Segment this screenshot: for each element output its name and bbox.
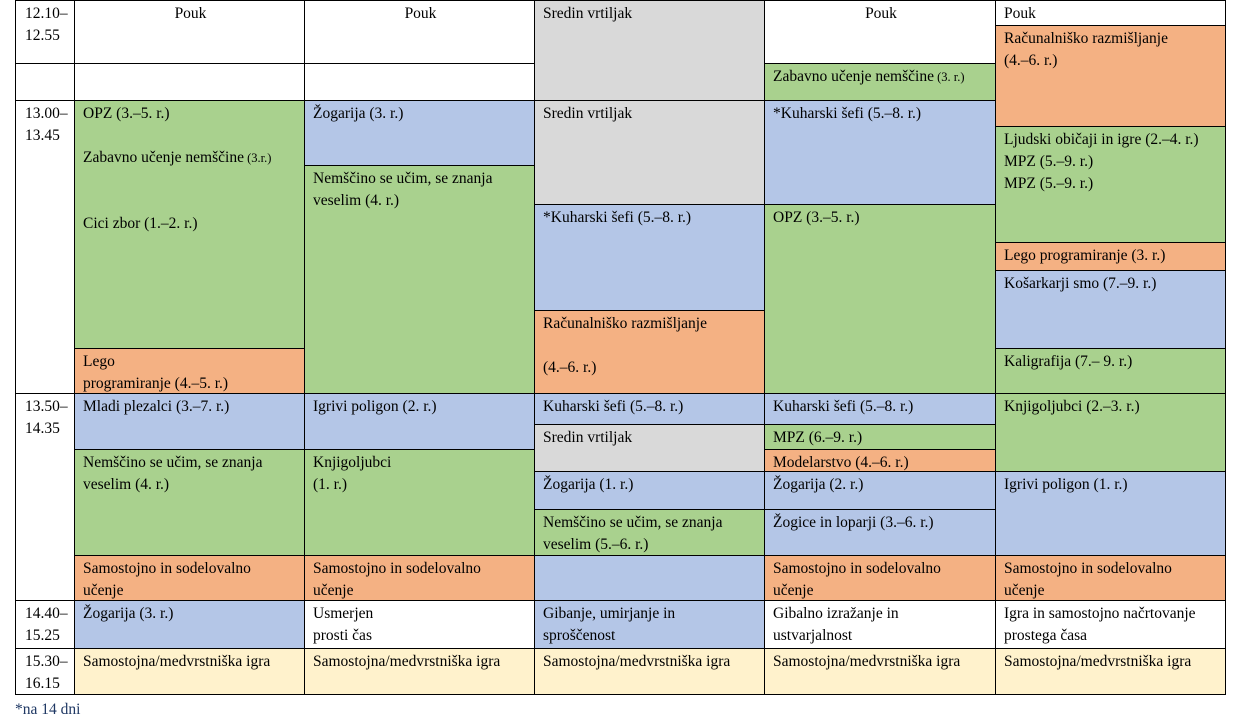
cell-text: MPZ (6.–9. r.) xyxy=(773,429,863,446)
cell-text: Pouk xyxy=(174,5,207,22)
cell-text: Samostojna/medvrstniška igra xyxy=(83,653,271,670)
cell-text: Zabavno učenje nemščine xyxy=(773,68,934,85)
cell-text: *Kuharski šefi (5.–8. r.) xyxy=(773,105,922,122)
cell-text: Pouk xyxy=(865,5,897,22)
activity-cell xyxy=(15,63,75,101)
activity-cell xyxy=(995,25,1226,127)
activity-cell xyxy=(995,555,1226,601)
activity-cell xyxy=(764,509,996,556)
activity-cell xyxy=(995,348,1226,394)
cell-text: Žogarija (3. r.) xyxy=(83,605,174,622)
time-slot-cell xyxy=(15,600,75,649)
activity-cell xyxy=(995,0,1226,26)
activity-cell xyxy=(764,449,996,472)
activity-cell xyxy=(764,471,996,510)
grade-suffix: (3. r.) xyxy=(933,70,965,84)
cell-text: OPZ (3.–5. r.) Zabavno učenje nemščine (3.r.) Cici zbor (1.–2. r.) xyxy=(83,105,272,232)
activity-cell xyxy=(764,100,996,205)
cell-text: Lego programiranje (3. r.) xyxy=(1004,247,1166,264)
activity-cell xyxy=(534,648,765,695)
activity-cell xyxy=(995,393,1226,472)
activity-cell xyxy=(764,555,996,601)
activity-cell xyxy=(534,600,765,649)
cell-text: Sredin vrtiljak xyxy=(543,105,633,122)
cell-text: Mladi plezalci (3.–7. r.) xyxy=(83,398,230,415)
activity-cell xyxy=(534,555,765,601)
activity-cell xyxy=(74,449,305,556)
activity-cell xyxy=(995,126,1226,243)
activity-cell xyxy=(304,449,535,556)
cell-text: Samostojno in sodelovalno učenje xyxy=(1004,560,1172,599)
cell-text: Samostojna/medvrstniška igra xyxy=(773,653,961,670)
cell-text: 12.10– 12.55 xyxy=(25,5,68,44)
cell-text: Kuharski šefi (5.–8. r.) xyxy=(773,398,914,415)
cell-text: Samostojna/medvrstniška igra xyxy=(313,653,501,670)
cell-text: 14.40– 15.25 xyxy=(25,605,68,644)
activity-cell xyxy=(764,63,996,101)
cell-text: Modelarstvo (4.–6. r.) xyxy=(773,454,909,471)
activity-cell xyxy=(764,648,996,695)
activity-cell xyxy=(304,648,535,695)
time-slot-cell xyxy=(15,100,75,394)
cell-text: 15.30– 16.15 xyxy=(25,653,68,692)
cell-text: Igrivi poligon (2. r.) xyxy=(313,398,437,415)
activity-cell xyxy=(74,600,305,649)
cell-text: Lego programiranje (4.–5. r.) xyxy=(83,353,229,392)
activity-cell xyxy=(534,100,765,205)
activity-cell xyxy=(764,424,996,450)
cell-text: Igra in samostojno načrtovanje prostega časa xyxy=(1004,605,1196,644)
time-slot-cell xyxy=(15,648,75,695)
time-slot-cell xyxy=(15,393,75,601)
activity-cell xyxy=(74,0,305,64)
cell-text: OPZ (3.–5. r.) xyxy=(773,209,860,226)
activity-cell xyxy=(304,555,535,601)
footnote: *na 14 dni xyxy=(15,701,81,718)
cell-text: Usmerjen prosti čas xyxy=(313,605,374,644)
activity-cell xyxy=(534,424,765,472)
cell-text: Pouk xyxy=(1004,5,1036,22)
cell-text: Samostojno in sodelovalno učenje xyxy=(313,560,481,599)
activity-cell xyxy=(304,393,535,450)
activity-cell xyxy=(534,310,765,394)
activity-cell xyxy=(995,471,1226,556)
activity-cell xyxy=(74,648,305,695)
cell-text: 13.00– 13.45 xyxy=(25,105,68,144)
cell-text: Samostojna/medvrstniška igra xyxy=(543,653,731,670)
activity-cell xyxy=(534,509,765,556)
activity-cell xyxy=(74,63,305,101)
activity-cell xyxy=(534,393,765,425)
activity-cell xyxy=(534,471,765,510)
cell-text: Računalniško razmišljanje (4.–6. r.) xyxy=(543,315,707,376)
activity-cell xyxy=(764,204,996,394)
cell-text: *Kuharski šefi (5.–8. r.) xyxy=(543,209,692,226)
cell-text: Sredin vrtiljak xyxy=(543,429,633,446)
cell-text: Pouk xyxy=(404,5,437,22)
activity-cell xyxy=(995,600,1226,649)
activity-cell xyxy=(764,0,996,64)
cell-text: Žogarija (2. r.) xyxy=(773,476,864,493)
cell-text: Nemščino se učim, se znanja veselim (5.–6. r.) xyxy=(543,514,723,553)
cell-text: Žogarija (3. r.) xyxy=(313,105,404,122)
activity-cell xyxy=(534,0,765,101)
cell-text: 13.50– 14.35 xyxy=(25,398,68,437)
activity-cell xyxy=(304,600,535,649)
cell-text: Knjigoljubci (1. r.) xyxy=(313,454,392,493)
time-slot-cell xyxy=(15,0,75,64)
cell-text: Igrivi poligon (1. r.) xyxy=(1004,476,1128,493)
activity-cell xyxy=(764,393,996,425)
cell-text: Žogice in loparji (3.–6. r.) xyxy=(773,514,934,531)
cell-text: Računalniško razmišljanje (4.–6. r.) xyxy=(1004,30,1168,69)
activity-cell xyxy=(74,348,305,394)
cell-text: Kaligrafija (7.– 9. r.) xyxy=(1004,353,1133,370)
cell-text: Ljudski običaji in igre (2.–4. r.) MPZ (5.–9. r.) MPZ (5.–9. r.) xyxy=(1004,131,1199,192)
cell-text: Kuharski šefi (5.–8. r.) xyxy=(543,398,684,415)
activity-cell xyxy=(534,204,765,311)
activity-cell xyxy=(995,270,1226,349)
cell-text: Gibanje, umirjanje in sproščenost xyxy=(543,605,676,644)
activity-cell xyxy=(74,393,305,450)
activity-cell xyxy=(304,100,535,166)
cell-text: Gibalno izražanje in ustvarjalnost xyxy=(773,605,899,644)
activity-cell xyxy=(304,63,535,101)
cell-text: Nemščino se učim, se znanja veselim (4. r.) xyxy=(83,454,263,493)
activity-cell xyxy=(995,648,1226,695)
cell-text: Košarkarji smo (7.–9. r.) xyxy=(1004,275,1157,292)
cell-text: Žogarija (1. r.) xyxy=(543,476,634,493)
activity-cell xyxy=(995,242,1226,271)
cell-text: Samostojno in sodelovalno učenje xyxy=(83,560,251,599)
cell-text: Samostojno in sodelovalno učenje xyxy=(773,560,941,599)
activity-cell xyxy=(74,100,305,349)
cell-text: Nemščino se učim, se znanja veselim (4. r.) xyxy=(313,170,493,209)
activity-cell xyxy=(304,0,535,64)
cell-text: Samostojna/medvrstniška igra xyxy=(1004,653,1192,670)
cell-text: Knjigoljubci (2.–3. r.) xyxy=(1004,398,1140,415)
activity-cell xyxy=(74,555,305,601)
activity-cell xyxy=(304,165,535,394)
cell-text: Sredin vrtiljak xyxy=(543,5,633,22)
activity-cell xyxy=(764,600,996,649)
